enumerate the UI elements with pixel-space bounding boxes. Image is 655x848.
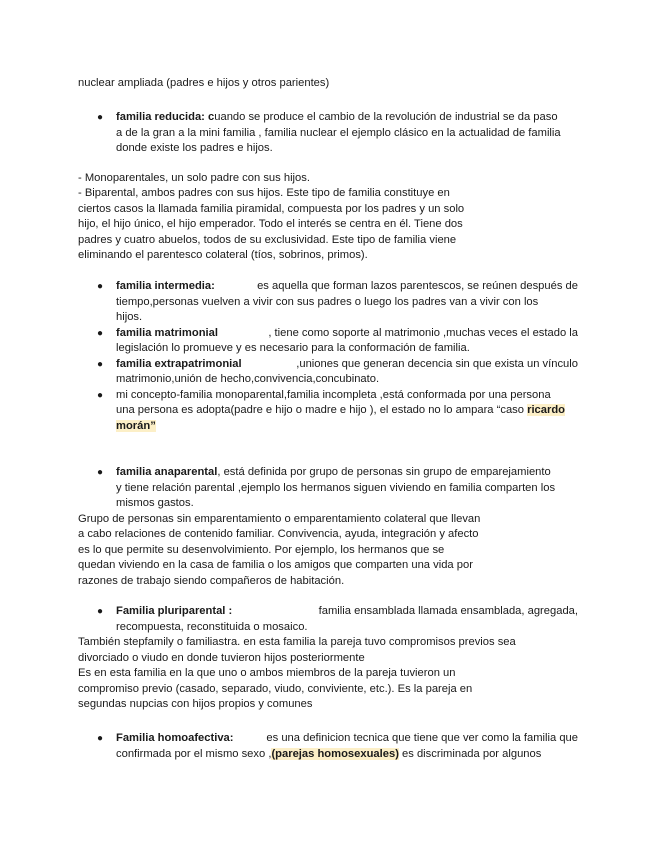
homoafectiva-term: Familia homoafectiva:: [116, 732, 234, 744]
paragraph3-line: compromiso previo (casado, separado, viudo, conviviente, etc.). Es la pareja en: [78, 683, 473, 695]
bullet-icon: ●: [97, 281, 104, 292]
pluriparental-line-1: Familia pluriparental : familia ensamblada llamada ensamblada, agregada,: [116, 605, 578, 617]
paragraph2-line: es lo que permite su desenvolvimiento. Por ejemplo, los hermanos que se: [78, 544, 445, 556]
bullet-icon: ●: [97, 467, 104, 478]
pluriparental-term: Familia pluriparental :: [116, 605, 233, 617]
bullet-icon: ●: [97, 112, 104, 123]
highlight-ricardo: ricardo: [527, 404, 566, 416]
paragraph3-line: segundas nupcias con hijos propios y comunes: [78, 698, 313, 710]
bullet-icon: ●: [97, 606, 104, 617]
paragraph3-line: También stepfamily o familiastra. en esta familia la pareja tuvo compromisos previos sea: [78, 636, 516, 648]
highlight-parejas: (parejas homosexuales): [271, 748, 399, 760]
bullet-icon: ●: [97, 359, 104, 370]
anaparental-line-2: y tiene relación parental ,ejemplo los hermanos siguen viviendo en familia comparten los: [116, 482, 556, 494]
highlight-moran: morán”: [116, 420, 156, 432]
paragraph1-line: - Biparental, ambos padres con sus hijos. Este tipo de familia constituye en: [78, 187, 450, 199]
paragraph1-line: eliminando el parentesco colateral (tíos, sobrinos, primos).: [78, 249, 368, 261]
concepto-line-1: mi concepto-familia monoparental,familia incompleta ,está conformada por una persona: [116, 389, 551, 401]
reducida-term: familia reducida: c: [116, 111, 215, 123]
extrapatrimonial-term: familia extrapatrimonial: [116, 358, 242, 370]
matrimonial-line-1: familia matrimonial , tiene como soporte al matrimonio ,muchas veces el estado la: [116, 327, 578, 339]
paragraph1-line: ciertos casos la llamada familia piramidal, compuesta por los padres y un solo: [78, 203, 465, 215]
anaparental-line-3: mismos gastos.: [116, 497, 194, 509]
reducida-line-1: familia reducida: cuando se produce el cambio de la revolución de industrial se da paso: [116, 111, 558, 123]
matrimonial-term: familia matrimonial: [116, 327, 218, 339]
extrapatrimonial-line-1: familia extrapatrimonial ,uniones que generan decencia sin que exista un vínculo: [116, 358, 578, 370]
concepto-line-2: una persona es adopta(padre e hijo o madre e hijo ), el estado no lo ampara “caso ricardo: [116, 404, 566, 416]
paragraph2-line: Grupo de personas sin emparentamiento o emparentamiento colateral que llevan: [78, 513, 481, 525]
paragraph1-line: - Monoparentales, un solo padre con sus hijos.: [78, 172, 310, 184]
bullet-icon: ●: [97, 328, 104, 339]
paragraph2-line: quedan viviendo en la casa de familia o los amigos que comparten una vida por: [78, 559, 473, 571]
reducida-line-3: donde existe los padres e hijos.: [116, 142, 273, 154]
paragraph3-line: Es en esta familia en la que uno o ambos miembros de la pareja tuvieron un: [78, 667, 456, 679]
matrimonial-line-2: legislación lo promueve y es necesario para la conformación de familia.: [116, 342, 470, 354]
bullet-icon: ●: [97, 390, 104, 401]
homoafectiva-line-2: confirmada por el mismo sexo ,(parejas homosexuales) es discriminada por algunos: [116, 748, 542, 760]
extrapatrimonial-line-2: matrimonio,unión de hecho,convivencia,concubinato.: [116, 373, 380, 385]
intermedia-line-1: familia intermedia: es aquella que forman lazos parentescos, se reúnen después de: [116, 280, 578, 292]
paragraph2-line: a cabo relaciones de contenido familiar. Convivencia, ayuda, integración y afecto: [78, 528, 479, 540]
intro-line: nuclear ampliada (padres e hijos y otros parientes): [78, 77, 330, 89]
concepto-line-3: [116, 419, 156, 434]
intermedia-line-3: hijos.: [116, 311, 143, 323]
anaparental-line-1: familia anaparental, está definida por grupo de personas sin grupo de emparejamiento: [116, 466, 551, 478]
pluriparental-line-2: recompuesta, reconstituida o mosaico.: [116, 621, 308, 633]
intermedia-term: familia intermedia:: [116, 280, 215, 292]
anaparental-term: familia anaparental: [116, 466, 218, 478]
paragraph1-line: hijo, el hijo único, el hijo emperador. Todo el interés se centra en él. Tiene dos: [78, 218, 463, 230]
reducida-line-2: a de la gran a la mini familia , familia nuclear el ejemplo clásico en la actualidad de familia: [116, 127, 561, 139]
paragraph2-line: razones de trabajo siendo compañeros de habitación.: [78, 575, 345, 587]
intermedia-line-2: tiempo,personas vuelven a vivir con sus padres o luego los padres van a vivir con los: [116, 296, 539, 308]
paragraph3-line: divorciado o viudo en donde tuvieron hijos posteriormente: [78, 652, 365, 664]
bullet-icon: ●: [97, 733, 104, 744]
homoafectiva-line-1: Familia homoafectiva: es una definicion tecnica que tiene que ver como la familia que: [116, 732, 578, 744]
paragraph1-line: padres y cuatro abuelos, todos de su exclusividad. Este tipo de familia viene: [78, 234, 457, 246]
